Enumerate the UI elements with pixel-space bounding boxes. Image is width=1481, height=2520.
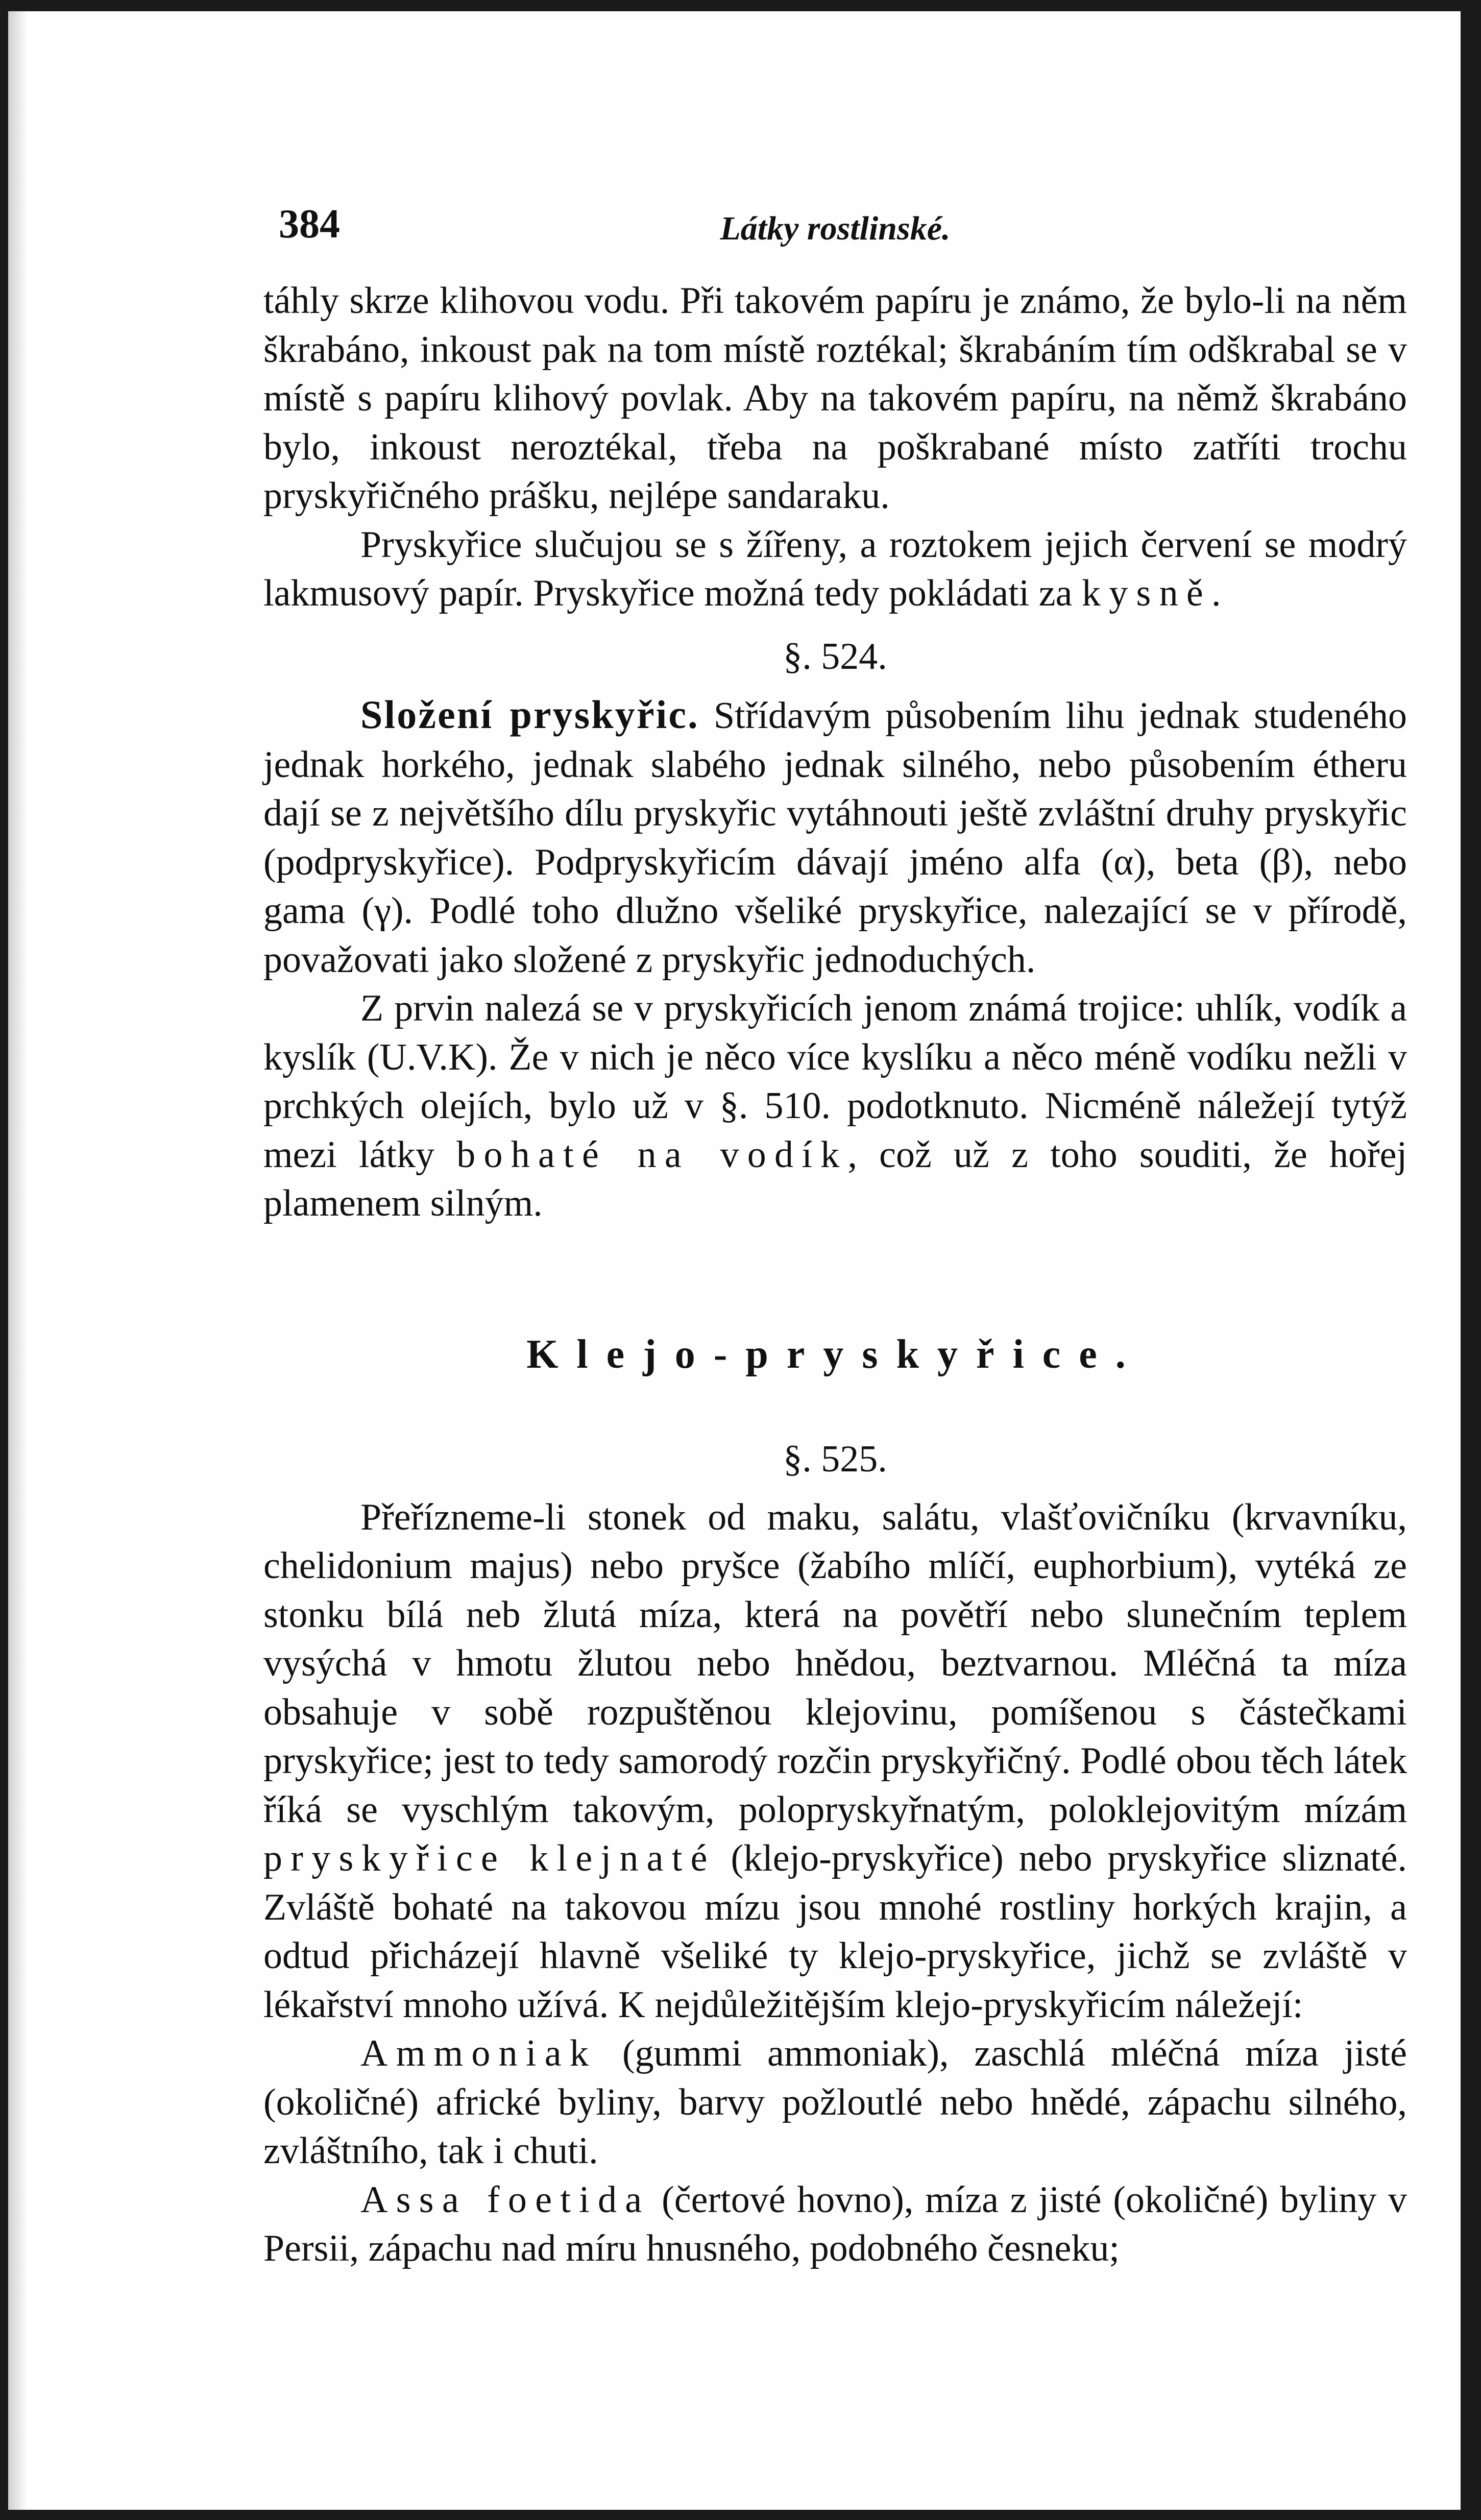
spaced-emphasis: pryskyřice klejnaté	[263, 1837, 716, 1879]
chapter-heading: Klejo-pryskyřice.	[526, 1331, 1144, 1377]
spaced-emphasis: kysně	[1081, 572, 1211, 614]
paragraph: táhly skrze klihovou vodu. Při takovém papíru je známo, že bylo-li na něm škrabáno, inkoust pak na tom místě roztékal; škrabáním tím odškrabal se v místě s papíru klihový povlak. Aby na takovém papíru, na němž škrabáno bylo, inkoust neroztékal, třeba na poškrabané místo zatříti trochu pryskyřičného prášku, nejlépe sandaraku.	[263, 280, 1407, 517]
binding-shadow	[8, 11, 28, 2510]
page-content	[263, 200, 1407, 2273]
spaced-emphasis: Ammoniak	[360, 2032, 597, 2074]
book-page	[8, 11, 1461, 2510]
spaced-emphasis: Assa foetida	[360, 2178, 650, 2221]
section-number-524: §. 524.	[783, 635, 887, 677]
paragraph: Přeřízneme-li stonek od maku, salátu, vlašťovičníku (krvavníku, chelidonium majus) nebo pryšce (žabího mlíčí, euphorbium), vytéká ze stonku bílá neb žlutá míza, která na povětří nebo slunečním teplem vysýchá v hmotu žlutou nebo hnědou, beztvarnou. Mléčná ta míza obsahuje v sobě rozpuštěnou klejovinu, pomíšenou s částečkami pryskyřice; jest to tedy samorodý rozčin pryskyřičný. Podlé obou těch látek říká se vyschlým takovým, polopryskyřnatým, poloklejovitým mízám pryskyřice klejnaté (klejo-pryskyřice) nebo pryskyřice sliznaté. Zvláště bohaté na takovou mízu jsou mnohé rostliny horkých krajin, a odtud přicházejí hlavně všeliké ty klejo-pryskyřice, jichž se zvláště v lékařství mnoho užívá. K nejdůležitějším klejo-pryskyřicím náležejí:	[263, 1496, 1407, 2026]
paragraph: Assa foetida (čertové hovno), míza z jisté (okoličné) byliny v Persii, zápachu nad míru hnusného, podobného česneku;	[263, 2178, 1407, 2269]
spaced-emphasis: bohaté na vodík	[456, 1133, 848, 1176]
paragraph: Složení pryskyřic. Střídavým působením lihu jednak studeného jednak horkého, jednak slabého jednak silného, nebo působením étheru dají se z největšího dílu pryskyřic vytáhnouti ještě zvláštní druhy pryskyřic (podpryskyřice). Podpryskyřicím dávají jméno alfa (α), beta (β), nebo gama (γ). Podlé toho dlužno všeliké pryskyřice, nalezající se v přírodě, považovati jako složené z pryskyřic jednoduchých.	[263, 692, 1407, 981]
page-number: 384	[279, 202, 340, 247]
section-number-525: §. 525.	[783, 1438, 887, 1480]
paragraph: Z prvin nalezá se v pryskyřicích jenom známá trojice: uhlík, vodík a kyslík (U.V.K). Že v nich je něco více kyslíku a něco méně vodíku nežli v prchkých olejích, bylo už v §. 510. podotknuto. Nicméně náležejí tytýž mezi látky bohaté na vodík, což už z toho souditi, že hořej plamenem silným.	[263, 987, 1407, 1224]
paragraph: Pryskyřice slučujou se s žířeny, a roztokem jejich červení se modrý lakmusový papír. Pryskyřice možná tedy pokládati za kysně.	[263, 523, 1407, 614]
bold-run-in-heading: Složení pryskyřic.	[360, 692, 699, 737]
running-title: Látky rostlinské.	[720, 210, 951, 247]
running-head	[263, 200, 1407, 277]
paragraph: Ammoniak (gummi ammoniak), zaschlá mléčná míza jisté (okoličné) africké byliny, barvy požloutlé nebo hnědé, zápachu silného, zvláštního, tak i chuti.	[263, 2032, 1407, 2172]
